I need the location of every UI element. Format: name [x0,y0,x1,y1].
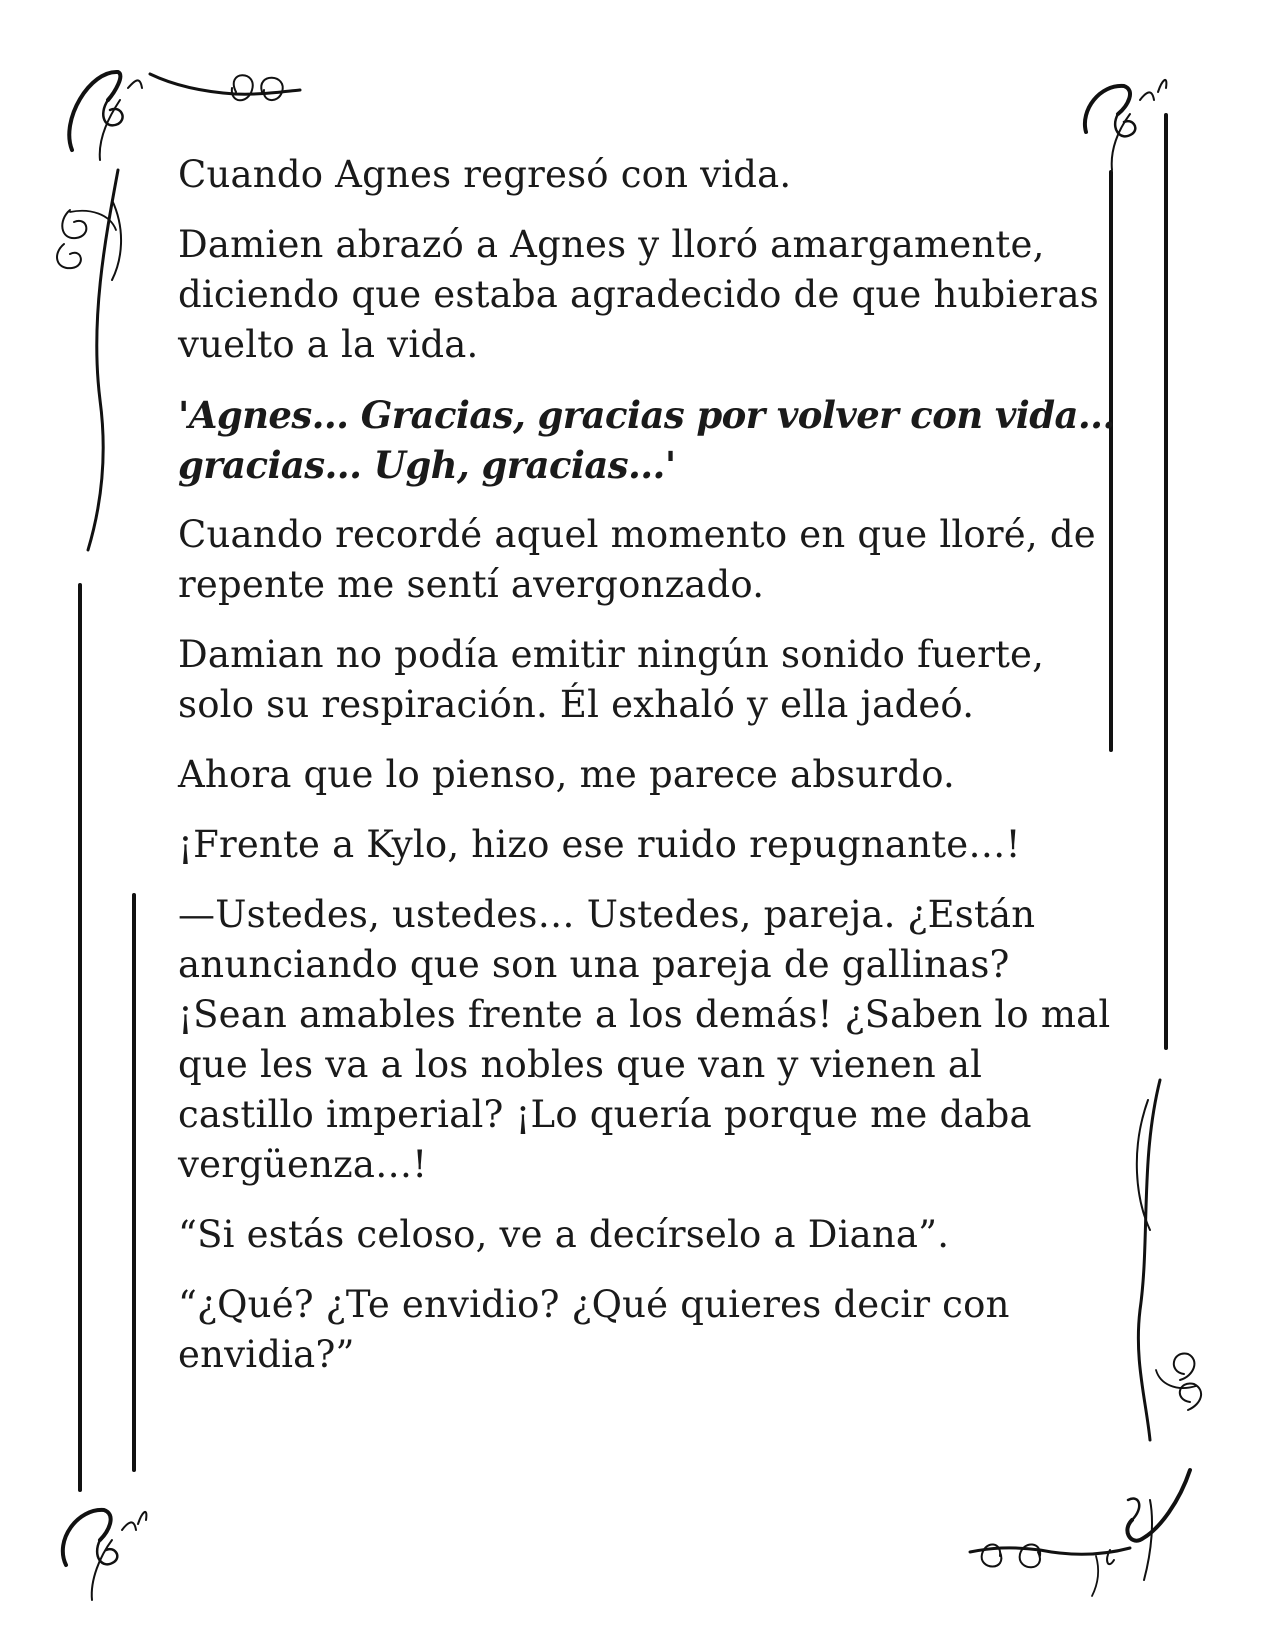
paragraph: Damien abrazó a Agnes y lloró amargamente, diciendo que estaba agradecido de que hubieras vuelto a la vida. [178,223,1099,366]
page-body [178,150,1118,1400]
paragraph: Ahora que lo pienso, me parece absurdo. [178,753,955,796]
dialogue-paragraph: “Si estás celoso, ve a decírselo a Diana”. [178,1213,950,1256]
dialogue-paragraph: —Ustedes, ustedes… Ustedes, pareja. ¿Están anunciando que son una pareja de gallinas? ¡Sean amables frente a los demás! ¿Saben lo mal que les va a los nobles que van y vienen al castillo imperial? ¡Lo quería porque me daba vergüenza…! [178,893,1111,1186]
paragraph: Damian no podía emitir ningún sonido fuerte, solo su respiración. Él exhaló y ella jadeó. [178,633,1045,726]
italic-quote-paragraph: 'Agnes... Gracias, gracias por volver con vida... gracias... Ugh, gracias...' [178,393,1115,487]
dialogue-paragraph: “¿Qué? ¿Te envidio? ¿Qué quieres decir con envidia?” [178,1283,1010,1376]
paragraph: Cuando Agnes regresó con vida. [178,153,792,196]
paragraph: ¡Frente a Kylo, hizo ese ruido repugnante…! [178,823,1021,866]
paragraph: Cuando recordé aquel momento en que lloré, de repente me sentí avergonzado. [178,513,1096,606]
bottom-left-flourish-icon [63,1510,147,1600]
